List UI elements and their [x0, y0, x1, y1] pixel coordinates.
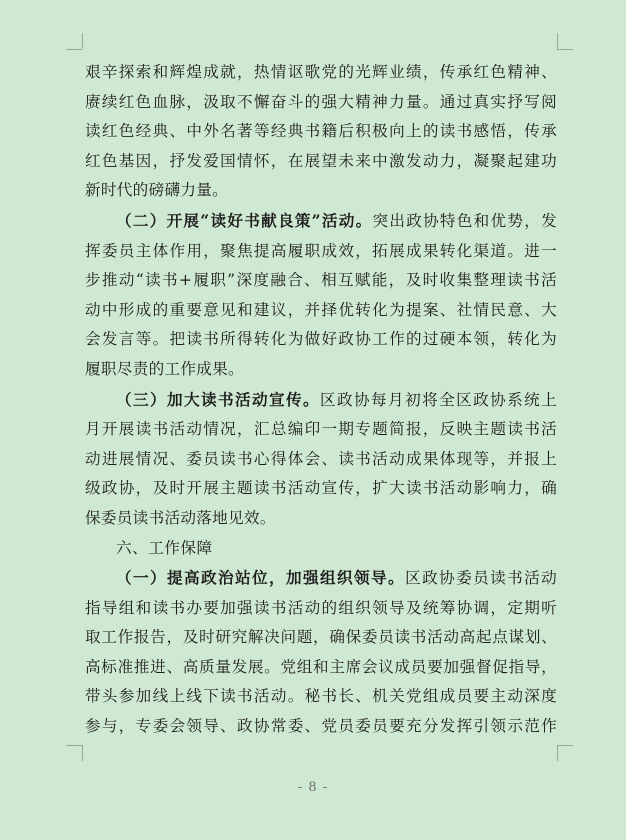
- text-line: 读红色经典、中外名著等经典书籍后积极向上的读书感悟，传承: [85, 122, 557, 141]
- paragraph-item-6-1: [85, 563, 557, 742]
- item-3-first-line: 区政协每月初将全区政协系统上: [320, 390, 557, 409]
- text-line: 步推动“读书+履职”深度融合、相互赋能，及时收集整理读书活: [85, 271, 557, 290]
- text-line: 艰辛探索和辉煌成就，热情讴歌党的光辉业绩，传承红色精神、: [85, 63, 557, 81]
- crop-mark-bottom-left-v: [82, 745, 83, 761]
- text-line: 月开展读书活动情况，汇总编印一期专题简报，反映主题读书活: [85, 420, 557, 439]
- text-line: 履职尽责的工作成果。: [85, 359, 244, 378]
- text-line: 赓续红色血脉，汲取不懈奋斗的强大精神力量。通过真实抒写阅: [85, 92, 557, 111]
- text-line: 挥委员主体作用，聚焦提高履职成效，拓展成果转化渠道。进一: [85, 241, 557, 260]
- text-line: 红色基因，抒发爱国情怀，在展望未来中激发动力，凝聚起建功: [85, 151, 557, 170]
- crop-mark-bottom-left-h: [66, 745, 82, 746]
- text-line: 参与，专委会领导、政协常委、党员委员要充分发挥引领示范作: [85, 717, 557, 736]
- section-6-heading: 六、工作保障: [116, 538, 213, 557]
- text-line: [85, 385, 557, 416]
- crop-mark-top-left-v: [82, 33, 83, 49]
- crop-mark-bottom-right-h: [557, 745, 573, 746]
- crop-mark-bottom-right-v: [557, 745, 558, 761]
- paragraph-item-3: [85, 385, 557, 534]
- crop-mark-top-left-h: [66, 49, 82, 50]
- item-2-first-line: 突出政协特色和优势，发: [372, 211, 557, 230]
- text-line: 会发言等。把读书所得转化为做好政协工作的过硬本领，转化为: [85, 330, 557, 349]
- item-3-heading: （三）加大读书活动宣传。: [116, 389, 321, 409]
- text-line: 新时代的磅礴力量。: [85, 181, 229, 200]
- text-line: 动中形成的重要意见和建议，并择优转化为提案、社情民意、大: [85, 300, 557, 319]
- text-line: [85, 563, 557, 594]
- crop-mark-top-right-v: [557, 33, 558, 49]
- item-2-heading: （二）开展“读好书献良策”活动。: [116, 210, 373, 230]
- text-line: 高标准推进、高质量发展。党组和主席会议成员要加强督促指导，: [85, 657, 557, 676]
- text-line: [85, 206, 557, 237]
- text-line: 取工作报告，及时研究解决问题，确保委员读书活动高起点谋划、: [85, 628, 557, 647]
- paragraph-item-2: [85, 206, 557, 385]
- page-body: [85, 58, 557, 742]
- text-line: 指导组和读书办要加强读书活动的组织领导及统筹协调，定期听: [85, 598, 557, 617]
- page-number: - 8 -: [297, 780, 329, 795]
- text-line: 级政协，及时开展主题读书活动宣传，扩大读书活动影响力，确: [85, 479, 557, 498]
- text-line: 保委员读书活动落地见效。: [85, 508, 276, 527]
- text-line: 动进展情况、委员读书心得体会、读书活动成果体现等，并报上: [85, 449, 557, 468]
- item-6-1-first-line: 区政协委员读书活动: [405, 569, 558, 588]
- item-6-1-heading: （一）提高政治站位，加强组织领导。: [116, 568, 406, 588]
- text-line: 带头参加线上线下读书活动。秘书长、机关党组成员要主动深度: [85, 687, 557, 706]
- crop-mark-top-right-h: [557, 49, 573, 50]
- paragraph-red-classics: [85, 58, 557, 206]
